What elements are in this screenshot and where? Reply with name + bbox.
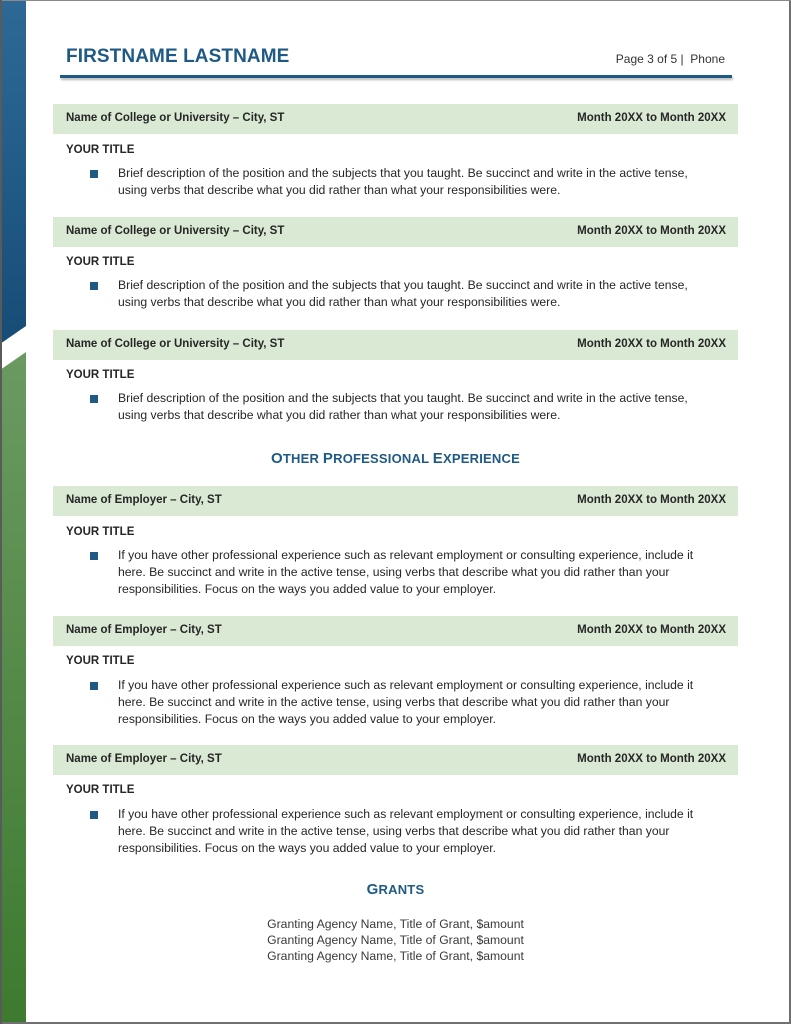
heading-text: XPERIENCE bbox=[443, 451, 520, 466]
heading-cap: P bbox=[322, 450, 334, 467]
job-title: YOUR TITLE bbox=[66, 526, 135, 538]
header-meta bbox=[616, 52, 725, 66]
employer-name: Name of Employer – City, ST bbox=[66, 624, 222, 636]
square-bullet-icon bbox=[90, 682, 98, 690]
bullet-text bbox=[118, 277, 718, 311]
institution-name: Name of College or University – City, ST bbox=[66, 338, 285, 350]
heading-cap: E bbox=[432, 450, 444, 467]
bullet-text bbox=[118, 390, 718, 424]
bullet-line: responsibilities. Focus on the ways you added value to your employer. bbox=[118, 841, 497, 855]
bullet-line: If you have other professional experience such as relevant employment or consulting experience, include it bbox=[118, 548, 694, 562]
institution-name: Name of College or University – City, ST bbox=[66, 225, 285, 237]
date-range: Month 20XX to Month 20XX bbox=[577, 225, 726, 237]
bullet-line: using verbs that describe what you did rather than what your responsibilities were. bbox=[118, 183, 561, 197]
phone: Phone bbox=[690, 52, 725, 66]
job-title: YOUR TITLE bbox=[66, 369, 135, 381]
candidate-name: FIRSTNAME LASTNAME bbox=[66, 46, 290, 67]
institution-name: Name of College or University – City, ST bbox=[66, 112, 285, 124]
decorative-sidebar bbox=[0, 0, 26, 1024]
bullet-line: here. Be succinct and write in the active tense, using verbs that describe what you did rather than your bbox=[118, 695, 670, 709]
job-title: YOUR TITLE bbox=[66, 655, 135, 667]
heading-cap: O bbox=[271, 450, 283, 467]
square-bullet-icon bbox=[90, 811, 98, 819]
page-edge-top bbox=[0, 0, 791, 1]
grant-item: Granting Agency Name, Title of Grant, $amount bbox=[267, 917, 524, 931]
page-edge-left bbox=[0, 0, 2, 1024]
employer-name: Name of Employer – City, ST bbox=[66, 494, 222, 506]
sidebar-shapes bbox=[0, 0, 26, 1024]
bullet-line: responsibilities. Focus on the ways you added value to your employer. bbox=[118, 582, 497, 596]
entry-header-band bbox=[53, 745, 738, 775]
entry-header-band bbox=[53, 330, 738, 360]
job-title: YOUR TITLE bbox=[66, 144, 135, 156]
entry-header-band bbox=[53, 486, 738, 516]
date-range: Month 20XX to Month 20XX bbox=[577, 112, 726, 124]
section-heading-grants bbox=[0, 881, 791, 898]
bullet-line: here. Be succinct and write in the active tense, using verbs that describe what you did rather than your bbox=[118, 565, 670, 579]
job-title: YOUR TITLE bbox=[66, 256, 135, 268]
heading-text: RANTS bbox=[378, 882, 425, 897]
grant-item: Granting Agency Name, Title of Grant, $amount bbox=[267, 933, 524, 947]
date-range: Month 20XX to Month 20XX bbox=[577, 338, 726, 350]
bullet-text bbox=[118, 165, 718, 199]
bullet-line: responsibilities. Focus on the ways you added value to your employer. bbox=[118, 712, 497, 726]
bullet-line: Brief description of the position and the subjects that you taught. Be succinct and write in the active tense, bbox=[118, 166, 688, 180]
section-heading-other-experience bbox=[0, 450, 791, 467]
header-divider bbox=[60, 75, 732, 78]
bullet-line: here. Be succinct and write in the active tense, using verbs that describe what you did rather than your bbox=[118, 824, 670, 838]
square-bullet-icon bbox=[90, 395, 98, 403]
bullet-line: using verbs that describe what you did rather than what your responsibilities were. bbox=[118, 295, 561, 309]
page-indicator: Page 3 of 5 bbox=[615, 52, 678, 66]
bullet-line: Brief description of the position and the subjects that you taught. Be succinct and write in the active tense, bbox=[118, 391, 688, 405]
bullet-line: If you have other professional experience such as relevant employment or consulting experience, include it bbox=[118, 678, 694, 692]
bullet-line: using verbs that describe what you did rather than what your responsibilities were. bbox=[118, 408, 561, 422]
bullet-text bbox=[118, 547, 718, 598]
heading-text: THER bbox=[282, 451, 323, 466]
bullet-line: Brief description of the position and the subjects that you taught. Be succinct and write in the active tense, bbox=[118, 278, 688, 292]
square-bullet-icon bbox=[90, 552, 98, 560]
entry-header-band bbox=[53, 217, 738, 247]
job-title: YOUR TITLE bbox=[66, 784, 135, 796]
date-range: Month 20XX to Month 20XX bbox=[577, 624, 726, 636]
square-bullet-icon bbox=[90, 170, 98, 178]
employer-name: Name of Employer – City, ST bbox=[66, 753, 222, 765]
square-bullet-icon bbox=[90, 282, 98, 290]
bullet-text bbox=[118, 806, 718, 857]
date-range: Month 20XX to Month 20XX bbox=[577, 494, 726, 506]
bullet-text bbox=[118, 677, 718, 728]
grant-item: Granting Agency Name, Title of Grant, $amount bbox=[267, 949, 524, 963]
entry-header-band bbox=[53, 104, 738, 134]
bullet-line: If you have other professional experience such as relevant employment or consulting experience, include it bbox=[118, 807, 694, 821]
heading-text: ROFESSIONAL bbox=[333, 451, 433, 466]
entry-header-band bbox=[53, 616, 738, 646]
date-range: Month 20XX to Month 20XX bbox=[577, 753, 726, 765]
header-separator: | bbox=[677, 52, 691, 66]
grants-list bbox=[0, 916, 791, 964]
heading-cap: G bbox=[366, 881, 379, 898]
